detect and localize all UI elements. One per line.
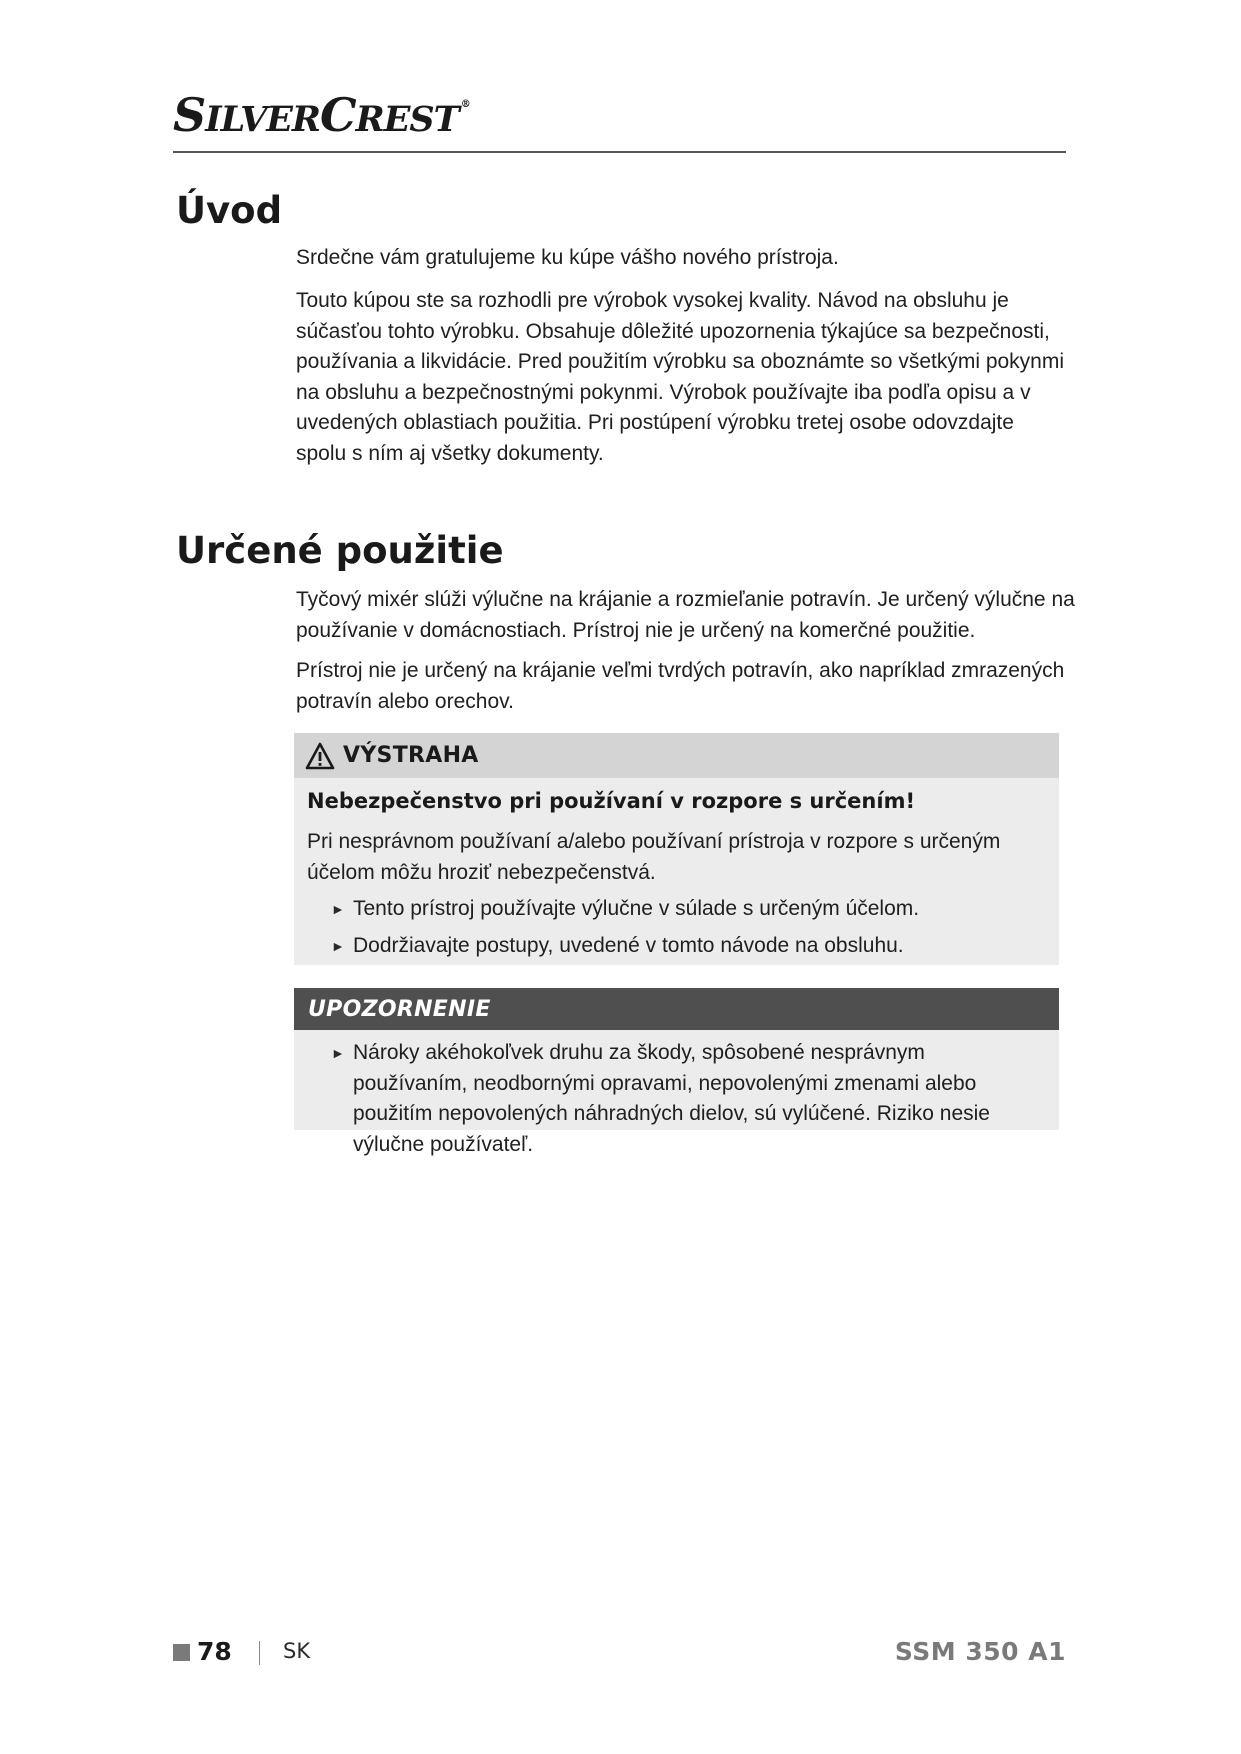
section-title-intro: Úvod [176,189,283,232]
warning-bullet-text: Dodržiavajte postupy, uvedené v tomto návode na obsluhu. [353,933,904,957]
notice-header [294,988,1059,1030]
warning-bullet [307,931,1045,962]
bullet-arrow-icon: ► [331,1045,345,1061]
notice-label: UPOZORNENIE [308,996,491,1022]
model-number: SSM 350 A1 [894,1637,1066,1666]
page-number: 78 [197,1637,232,1666]
warning-description: Pri nesprávnom používaní a/alebo používaní prístroja v rozpore s určeným účelom môžu hroziť nebezpečenstvá. [307,830,1001,884]
bullet-arrow-icon: ► [331,901,345,917]
logo-word-ilver: ILVER [205,99,320,140]
page-footer [173,1637,1066,1669]
footer-square-marker [173,1644,190,1661]
notice-bullet-text: Nároky akéhokoľvek druhu za škody, spôsobené nesprávnym používaním, neodbornými opravami, nepovolenými zmenami alebo použitím nepovolených náhradných dielov, sú vylúčené. Riziko nesie výlučne používateľ. [353,1041,990,1156]
intro-paragraph-1: Srdečne vám gratulujeme ku kúpe vášho nového prístroja. [296,246,839,269]
warning-subtitle: Nebezpečenstvo pri používaní v rozpore s určením! [307,789,916,813]
intro-paragraph-2: Touto kúpou ste sa rozhodli pre výrobok vysokej kvality. Návod na obsluhu je súčasťou tohto výrobku. Obsahuje dôležité upozornenia týkajúce sa bezpečnosti, používania a likvidácie. Pred použitím výrobku sa oboznámte so všetkými pokynmi na obsluhu a bezpečnostnými pokynmi. Výrobok používajte iba podľa opisu a v uvedených oblastiach použitia. Pri postúpení výrobku tretej osobe odovzdajte spolu s ním aj všetky dokumenty. [296,289,1065,465]
notice-bullet [307,1038,1045,1160]
header-divider [173,151,1066,153]
warning-label: VÝSTRAHA [343,743,479,768]
logo-initial-c: C [319,88,356,142]
warning-header [294,733,1059,778]
section-title-intended-use: Určené použitie [176,529,504,572]
notice-box [294,988,1059,1156]
warning-bullet [307,894,1045,925]
intended-use-paragraph-1: Tyčový mixér slúži výlučne na krájanie a rozmieľanie potravín. Je určený výlučne na používanie v domácnostiach. Prístroj nie je určený na komerčné použitie. [296,588,1075,642]
language-code: SK [283,1639,311,1663]
warning-bullet-text: Tento prístroj používajte výlučne v súlade s určeným účelom. [353,897,920,920]
brand-logo [173,88,470,142]
warning-triangle-icon [305,742,335,770]
registered-mark: ® [460,99,470,110]
footer-separator [259,1641,260,1665]
logo-word-rest: REST [355,99,459,140]
intended-use-paragraph-2: Prístroj nie je určený na krájanie veľmi tvrdých potravín, ako napríklad zmrazených potravín alebo orechov. [296,659,1065,713]
bullet-arrow-icon: ► [331,937,345,954]
warning-box [294,733,1059,965]
logo-initial-s: S [173,88,206,142]
